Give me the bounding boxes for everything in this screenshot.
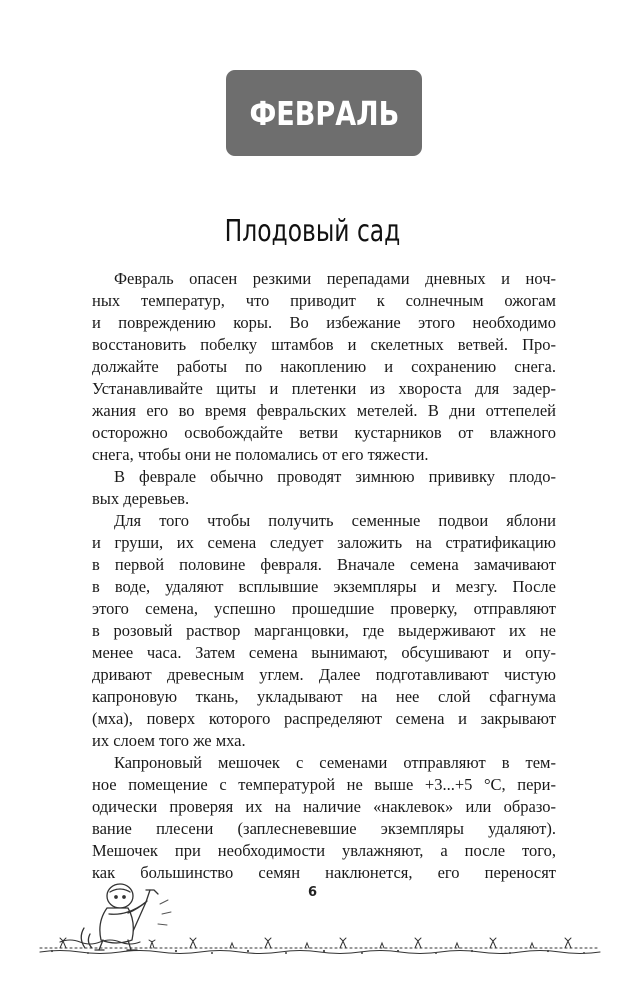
text-line: дривают древесным углем. Далее подготавливают чистую [92,665,556,684]
text-line: должайте работы по накоплению и сохранению снега. [92,357,556,376]
section-title: Плодовый сад [224,214,401,249]
text-line: В феврале обычно проводят зимнюю прививку плодо- [114,467,556,486]
gardener-footer-illustration [0,876,625,976]
gardener-icon [81,884,158,950]
text-line: этого семена, успешно прошедшие проверку, отправляют [92,599,556,618]
text-line: Устанавливайте щиты и плетенки из хвороста для задер- [92,379,556,398]
text-line: ное помещение с температурой не выше +3...+5 °С, пери- [92,775,556,794]
text-line: в розовый раствор марганцовки, где выдерживают их не [92,621,556,640]
page-number: 6 [307,885,318,900]
chapter-banner [226,70,422,156]
text-line: Мешочек при необходимости увлажняют, а после того, [92,841,556,860]
text-line: ных температур, что приводит к солнечным ожогам [92,291,556,310]
chapter-title: ФЕВРАЛЬ [249,93,399,133]
text-line: осторожно освобождайте ветви кустарников от влажного [92,423,556,442]
text-line: их слоем того же мха. [92,731,246,750]
body-text [92,268,556,884]
text-line: Капроновый мешочек с семенами отправляют в тем- [114,753,556,772]
text-line: Февраль опасен резкими перепадами дневных и ноч- [114,269,556,288]
motion-dashes [158,900,171,925]
text-line: и повреждению коры. Во избежание этого необходимо [92,313,556,332]
text-line: жания его во время февральских метелей. В дни оттепелей [92,401,556,420]
text-line: (мха), поверх которого распределяют семена и закрывают [92,709,556,728]
text-line: капроновую ткань, укладывают на нее слой сфагнума [92,687,556,706]
text-line: менее часа. Затем семена вынимают, обсушивают и опу- [92,643,556,662]
text-line: восстановить побелку штамбов и скелетных ветвей. Про- [92,335,556,354]
text-line: как большинство семян наклюнется, его переносят [92,863,556,882]
text-line: и груши, их семена следует заложить на стратификацию [92,533,556,552]
text-line: одически проверяя их на наличие «наклевок» или образо- [92,797,556,816]
text-line: в воде, удаляют всплывшие экземпляры и мезгу. После [92,577,556,596]
text-line: вание плесени (заплесневевшие экземпляры удаляют). [92,819,556,838]
text-line: снега, чтобы они не поломались от его тяжести. [92,445,429,464]
text-line: вых деревьев. [92,489,190,508]
text-line: в первой половине февраля. Вначале семена замачивают [92,555,556,574]
text-line: Для того чтобы получить семенные подвои яблони [114,511,556,530]
